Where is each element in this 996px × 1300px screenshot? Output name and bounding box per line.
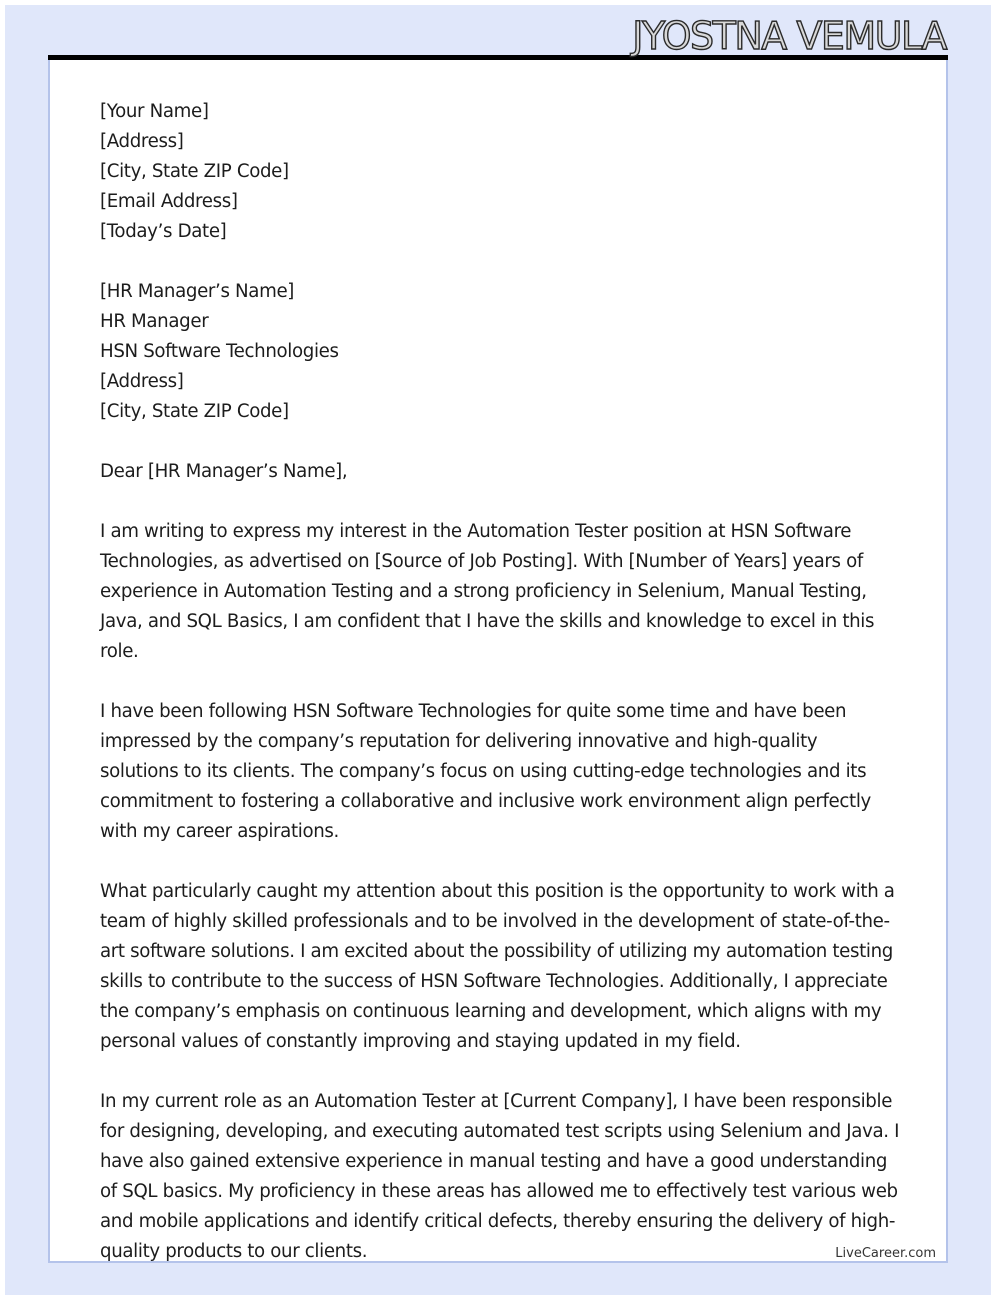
recipient-company: HSN Software Technologies xyxy=(100,341,339,362)
sender-name: [Your Name] xyxy=(100,101,209,122)
watermark: LiveCareer.com xyxy=(835,1246,936,1261)
cover-letter-body xyxy=(100,97,900,1297)
sender-city-state-zip: [City, State ZIP Code] xyxy=(100,161,289,182)
body-paragraph: I am writing to express my interest in the Automation Tester position at HSN Software Technologies, as advertised on [Source of Job Posting]. With [Number of Years] years of experience in Automation Testing and a strong proficiency in Selenium, Manual Testing, Java, and SQL Basics, I am confident that I have the skills and knowledge to excel in this role. xyxy=(100,521,875,662)
recipient-name: [HR Manager’s Name] xyxy=(100,281,295,302)
sender-block xyxy=(100,97,900,247)
recipient-address: [Address] xyxy=(100,371,184,392)
salutation: Dear [HR Manager’s Name], xyxy=(100,461,348,482)
body-paragraph: I have been following HSN Software Technologies for quite some time and have been impressed by the company’s reputation for delivering innovative and high-quality solutions to its clients. The company’s focus on using cutting-edge technologies and its commitment to fostering a collaborative and inclusive work environment align perfectly with my career aspirations. xyxy=(100,701,871,842)
recipient-city-state-zip: [City, State ZIP Code] xyxy=(100,401,289,422)
header-name: JYOSTNA VEMULA xyxy=(632,14,946,58)
sender-email: [Email Address] xyxy=(100,191,238,212)
body-paragraph: What particularly caught my attention about this position is the opportunity to work with a team of highly skilled professionals and to be involved in the development of state-of-the-art software solutions. I am excited about the possibility of utilizing my automation testing skills to contribute to the success of HSN Software Technologies. Additionally, I appreciate the company’s emphasis on continuous learning and development, which aligns with my personal values of constantly improving and staying updated in my field. xyxy=(100,881,895,1052)
body-paragraph: In my current role as an Automation Tester at [Current Company], I have been responsible for designing, developing, and executing automated test scripts using Selenium and Java. I have also gained extensive experience in manual testing and have a good understanding of SQL basics. My proficiency in these areas has allowed me to effectively test various web and mobile applications and identify critical defects, thereby ensuring the delivery of high-quality products to our clients. xyxy=(100,1091,900,1262)
letter-date: [Today’s Date] xyxy=(100,221,227,242)
recipient-block xyxy=(100,277,900,427)
recipient-title: HR Manager xyxy=(100,311,209,332)
sender-address: [Address] xyxy=(100,131,184,152)
